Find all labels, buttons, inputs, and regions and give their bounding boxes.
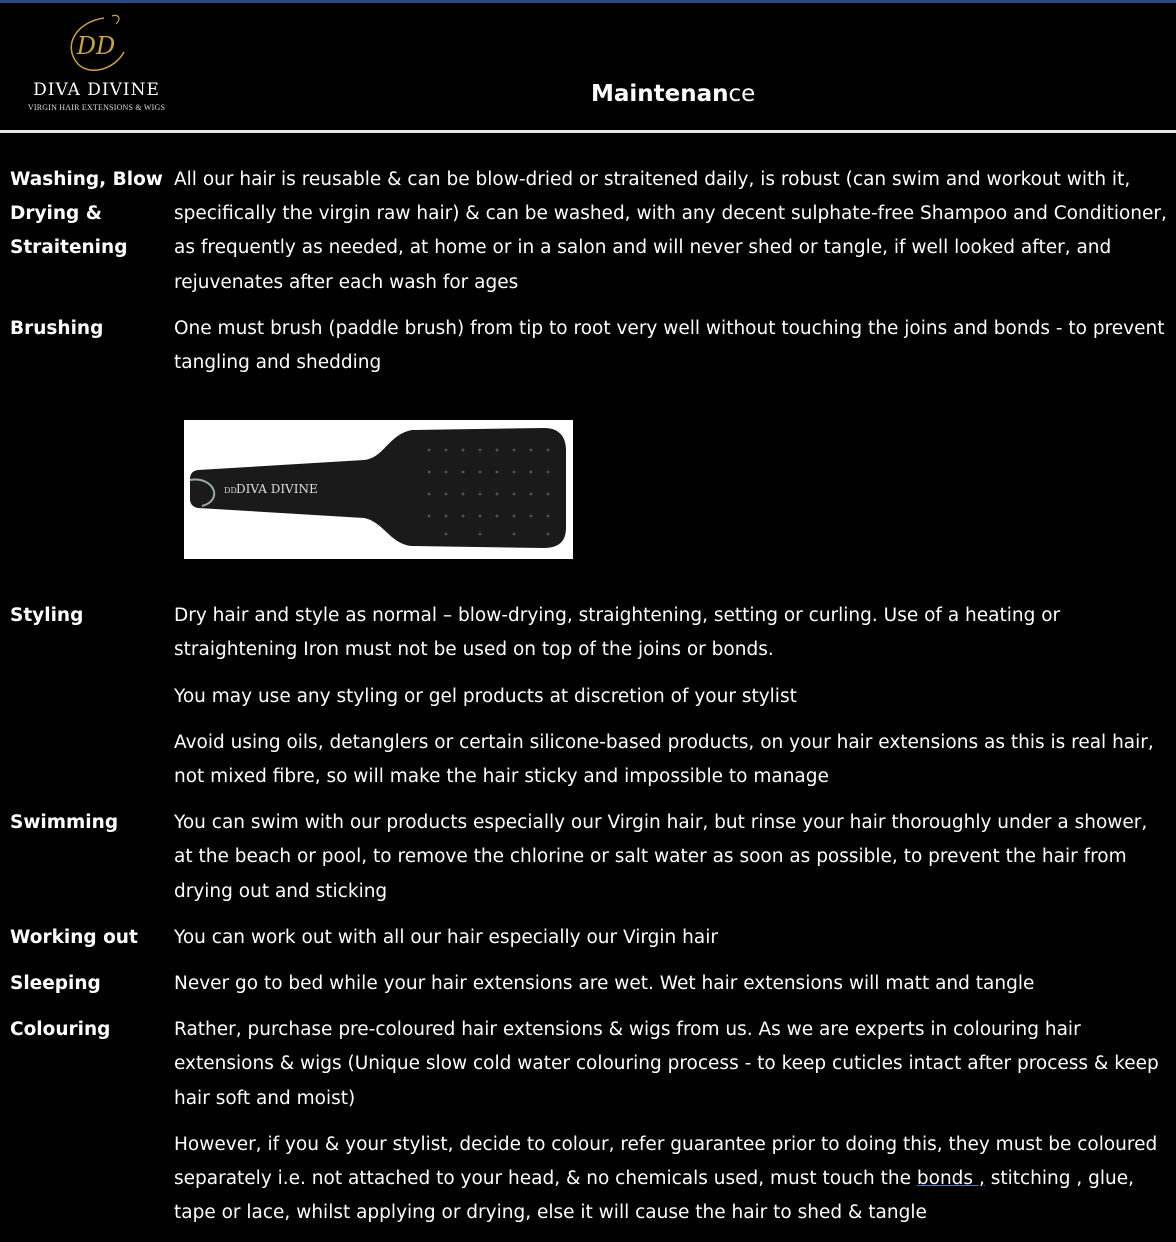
brush-monogram: DD [224, 486, 237, 496]
section-working-out [0, 921, 1176, 955]
colouring-text-a: However, if you & your stylist, decide to colour, refer guarantee prior to doing this, they must be coloured separately i.e. not attached to your head, & no chemicals used, must touch the [174, 1133, 1158, 1190]
section-styling [0, 599, 1176, 794]
brush-brand-text: DIVA DIVINE [236, 482, 318, 497]
section-paragraph: You can swim with our products especially our Virgin hair, but rinse your hair thoroughly under a shower, at the beach or pool, to remove the chlorine or salt water as soon as possible, to prevent the hair from drying out and sticking [174, 812, 1148, 902]
section-label: Washing, Blow Drying & Straitening [10, 169, 163, 258]
header-divider [0, 130, 1176, 133]
section-paragraph: Avoid using oils, detanglers or certain silicone-based products, on your hair extensions as this is real hair, not mixed fibre, so will make the hair sticky and impossible to manage [174, 731, 1154, 788]
page-title [591, 81, 755, 107]
section-paragraph: Dry hair and style as normal – blow-drying, straightening, setting or curling. Use of a heating or straightening Iron must not be used on top of the joins or bonds. [174, 605, 1061, 661]
section-label: Working out [10, 926, 138, 948]
bonds-underlined: bonds , [916, 1168, 985, 1190]
section-paragraph: You may use any styling or gel products at discretion of your stylist [174, 685, 797, 707]
section-label: Colouring [10, 1019, 111, 1041]
section-brushing [0, 312, 1176, 599]
section-paragraph: One must brush (paddle brush) from tip to root very well without touching the joins and bonds - to prevent tangling and shedding [174, 317, 1165, 374]
brand-tagline: VIRGIN HAIR EXTENSIONS & WIGS [27, 103, 166, 112]
section-paragraph: Rather, purchase pre-coloured hair extensions & wigs from us. As we are experts in colouring hair extensions & wigs (Unique slow cold water colouring process - to keep cuticles intact after process & keep hair soft and moist) [174, 1019, 1159, 1109]
section-paragraph: All our hair is reusable & can be blow-dried or straitened daily, is robust (can swim and workout with it, specifically the virgin raw hair) & can be washed, with any decent sulphate-free Shampoo and Conditioner, as frequently as needed, at home or in a salon and will never shed or tangle, if well looked after, and rejuvenates after each wash for ages [174, 169, 1167, 293]
section-washing [0, 163, 1176, 300]
section-swimming [0, 806, 1176, 909]
title-bold: Maintenan [591, 81, 729, 107]
brand-name: DIVA DIVINE [33, 80, 160, 100]
section-label: Swimming [10, 812, 119, 834]
section-label: Brushing [10, 317, 104, 339]
maintenance-content [0, 163, 1176, 1242]
monogram-text: DD [76, 32, 116, 60]
section-label: Styling [10, 605, 84, 627]
colouring-text-b: stitching , glue, tape or lace, whilst applying or drying, else it will cause the hair to shed & tangle [174, 1168, 1135, 1224]
paddle-brush-image [184, 420, 573, 559]
section-colouring [0, 1013, 1176, 1230]
section-paragraph: Never go to bed while your hair extensions are wet. Wet hair extensions will matt and tangle [174, 973, 1035, 995]
section-paragraph: You can work out with all our hair especially our Virgin hair [174, 926, 718, 948]
section-sleeping [0, 967, 1176, 1001]
title-rest: ce [728, 81, 756, 107]
diva-divine-logo [24, 12, 169, 117]
top-accent-line [0, 0, 1176, 3]
section-paragraph [174, 1128, 1169, 1231]
section-label: Sleeping [10, 973, 101, 995]
monogram-icon [56, 12, 136, 82]
